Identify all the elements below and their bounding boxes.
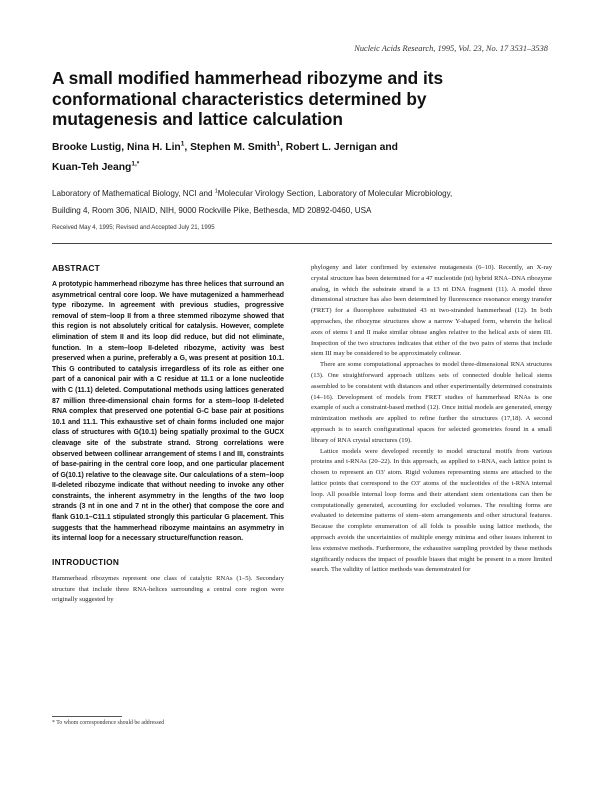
header-divider: [52, 243, 552, 244]
introduction-heading: INTRODUCTION: [52, 556, 120, 567]
abstract-heading: ABSTRACT: [52, 263, 101, 273]
footnote: * To whom correspondence should be addressed: [52, 720, 165, 726]
author-superscript: 1,*: [131, 160, 140, 168]
affiliation-text: Laboratory of Mathematical Biology, NCI and: [52, 189, 215, 198]
body-paragraph: There are some computational approaches to model three-dimensional RNA structures (13). One straightforward approach utilizes sets of connected double helical stems assembled to be consistent with distances and other experimentally determined constraints (14–16). Development of models from FRET studies of hammerhead RNAs is one example of such a constraint-based method (12). Once initial models are generated, energy minimization methods are applied to refine further the structures (17,18). A second approach is to search configurational spaces for selected geometries found in a small library of RNA crystal structures (19).: [311, 361, 552, 444]
footnote-divider: [52, 716, 122, 717]
paper-title: A small modified hammerhead ribozyme and its conformational characteristics determined by mutagenesis and lattice calculation: [52, 68, 444, 129]
author-list: [52, 138, 522, 178]
affiliation: [52, 185, 552, 219]
abstract-text: A prototypic hammerhead ribozyme has three helices that surround an asymmetrical central core loop. We have mutagenized a hammerhead type ribozyme. In agreement with previous studies, progressive removal of stem–loop II from a three stemmed ribozyme showed that this region is not absolutely critical for catalysis. However, complete elimination of stem II and its loop did reduce, but did not eliminate, function. In a stem–loop II-deleted ribozyme, activity was best preserved when a purine, preferably a G, was present at position 10.1. This G contributed to catalysis irregardless of its role as either one part of a canonical pair with a C residue at 11.1 or a lone nucleotide with C (11.1) deleted. Computational methods using lattices generated 87 million three-dimensional chain forms for a stem–loop II-deleted RNA complex that preserved one potential G-C base pair at positions 10.1 and 11.1. This exhaustive set of chain forms included one major class of structures with G(10.1) being spatially proximal to the GUCX cleavage site of the substrate strand. Strong correlations were observed between collinear arrangement of stems I and III, constraints of base-pairing in the central core loop, and one particular placement of G(10.1) relative to the cleavage site. Our calculations of a stem–loop II-deleted ribozyme indicate that without needing to invoke any other constraints, the inherent asymmetry in the lengths of the two loop strands (3 nt in one and 7 nt in the other) that compose the core and flank G10.1–C11.1 stipulated strongly this particular G placement. This suggests that the hammerhead ribozyme maintains an asymmetry in its internal loop for a necessary structure/function reason.: [52, 281, 284, 543]
affiliation-address: Building 4, Room 306, NIAID, NIH, 9000 Rockville Pike, Bethesda, MD 20892-0460, USA: [52, 206, 372, 215]
author-text: Kuan-Teh Jeang: [52, 162, 132, 173]
body-paragraph: phylogeny and later confirmed by extensive mutagenesis (6–10). Recently, an X-ray crystal structure has been determined for a 47 nucleotide (nt) hybrid RNA–DNA ribozyme analog, in which the substrate strand is a 13 nt DNA fragment (11). A model three dimensional structure has also been determined by fluorescence resonance energy transfer (FRET) for a fluorophore substituted 43 nt two-stranded hammerhead (12). In both approaches, the ribozyme structures show a narrow Y-shaped form, wherein the helical axes of stems I and II make similar obtuse angles relative to the helical axis of stem III. Inspection of the two structures indicates that either of the two pairs of stems that include stem III may be considered to be approximately colinear.: [311, 264, 552, 358]
introduction-text: Hammerhead ribozymes represent one class of catalytic RNAs (1–5). Secondary structure that include three RNA-helices surrounding a central core region were originally suggested by: [52, 574, 284, 604]
affiliation-text: Molecular Virology Section, Laboratory of Molecular Microbiology,: [217, 189, 453, 198]
author-text: Brooke Lustig, Nina H. Lin: [52, 142, 181, 153]
received-dates: Received May 4, 1995; Revised and Accepted July 21, 1995: [52, 224, 215, 231]
author-superscript: 1: [276, 140, 281, 148]
author-superscript: 1: [180, 140, 185, 148]
body-paragraph: Lattice models were developed recently to model structural motifs from various proteins and t-RNAs (20–22). In this approach, as applied to t-RNA, each lattice point is chosen to represent an O3′ atom. Rigid volumes representing stems are attached to the lattice points that correspond to the O3′ atoms of the nucleotides of the t-RNA internal loop. All possible internal loop forms and their attendant stem orientations can then be computationally generated, accounting for excluded volumes. The resulting forms are evaluated to determine patterns of stem–stem arrangements and other structural features. Because the complete enumeration of all folds is possible using lattice methods, the approach avoids the uncertainties of multiple energy minima and other issues inherent to less extensive methods. Furthermore, the exhaustive sampling provided by these methods significantly reduces the impact of possible biases that might be present in a more limited search. The validity of lattice methods was demonstrated for: [311, 447, 552, 574]
affiliation-superscript: 1: [214, 188, 218, 195]
author-text: , Robert L. Jernigan and: [280, 142, 398, 153]
left-column: [52, 263, 284, 606]
journal-citation: Nucleic Acids Research, 1995, Vol. 23, No. 17 3531–3538: [354, 44, 548, 53]
author-text: , Stephen M. Smith: [184, 142, 277, 153]
right-column: [311, 263, 552, 576]
